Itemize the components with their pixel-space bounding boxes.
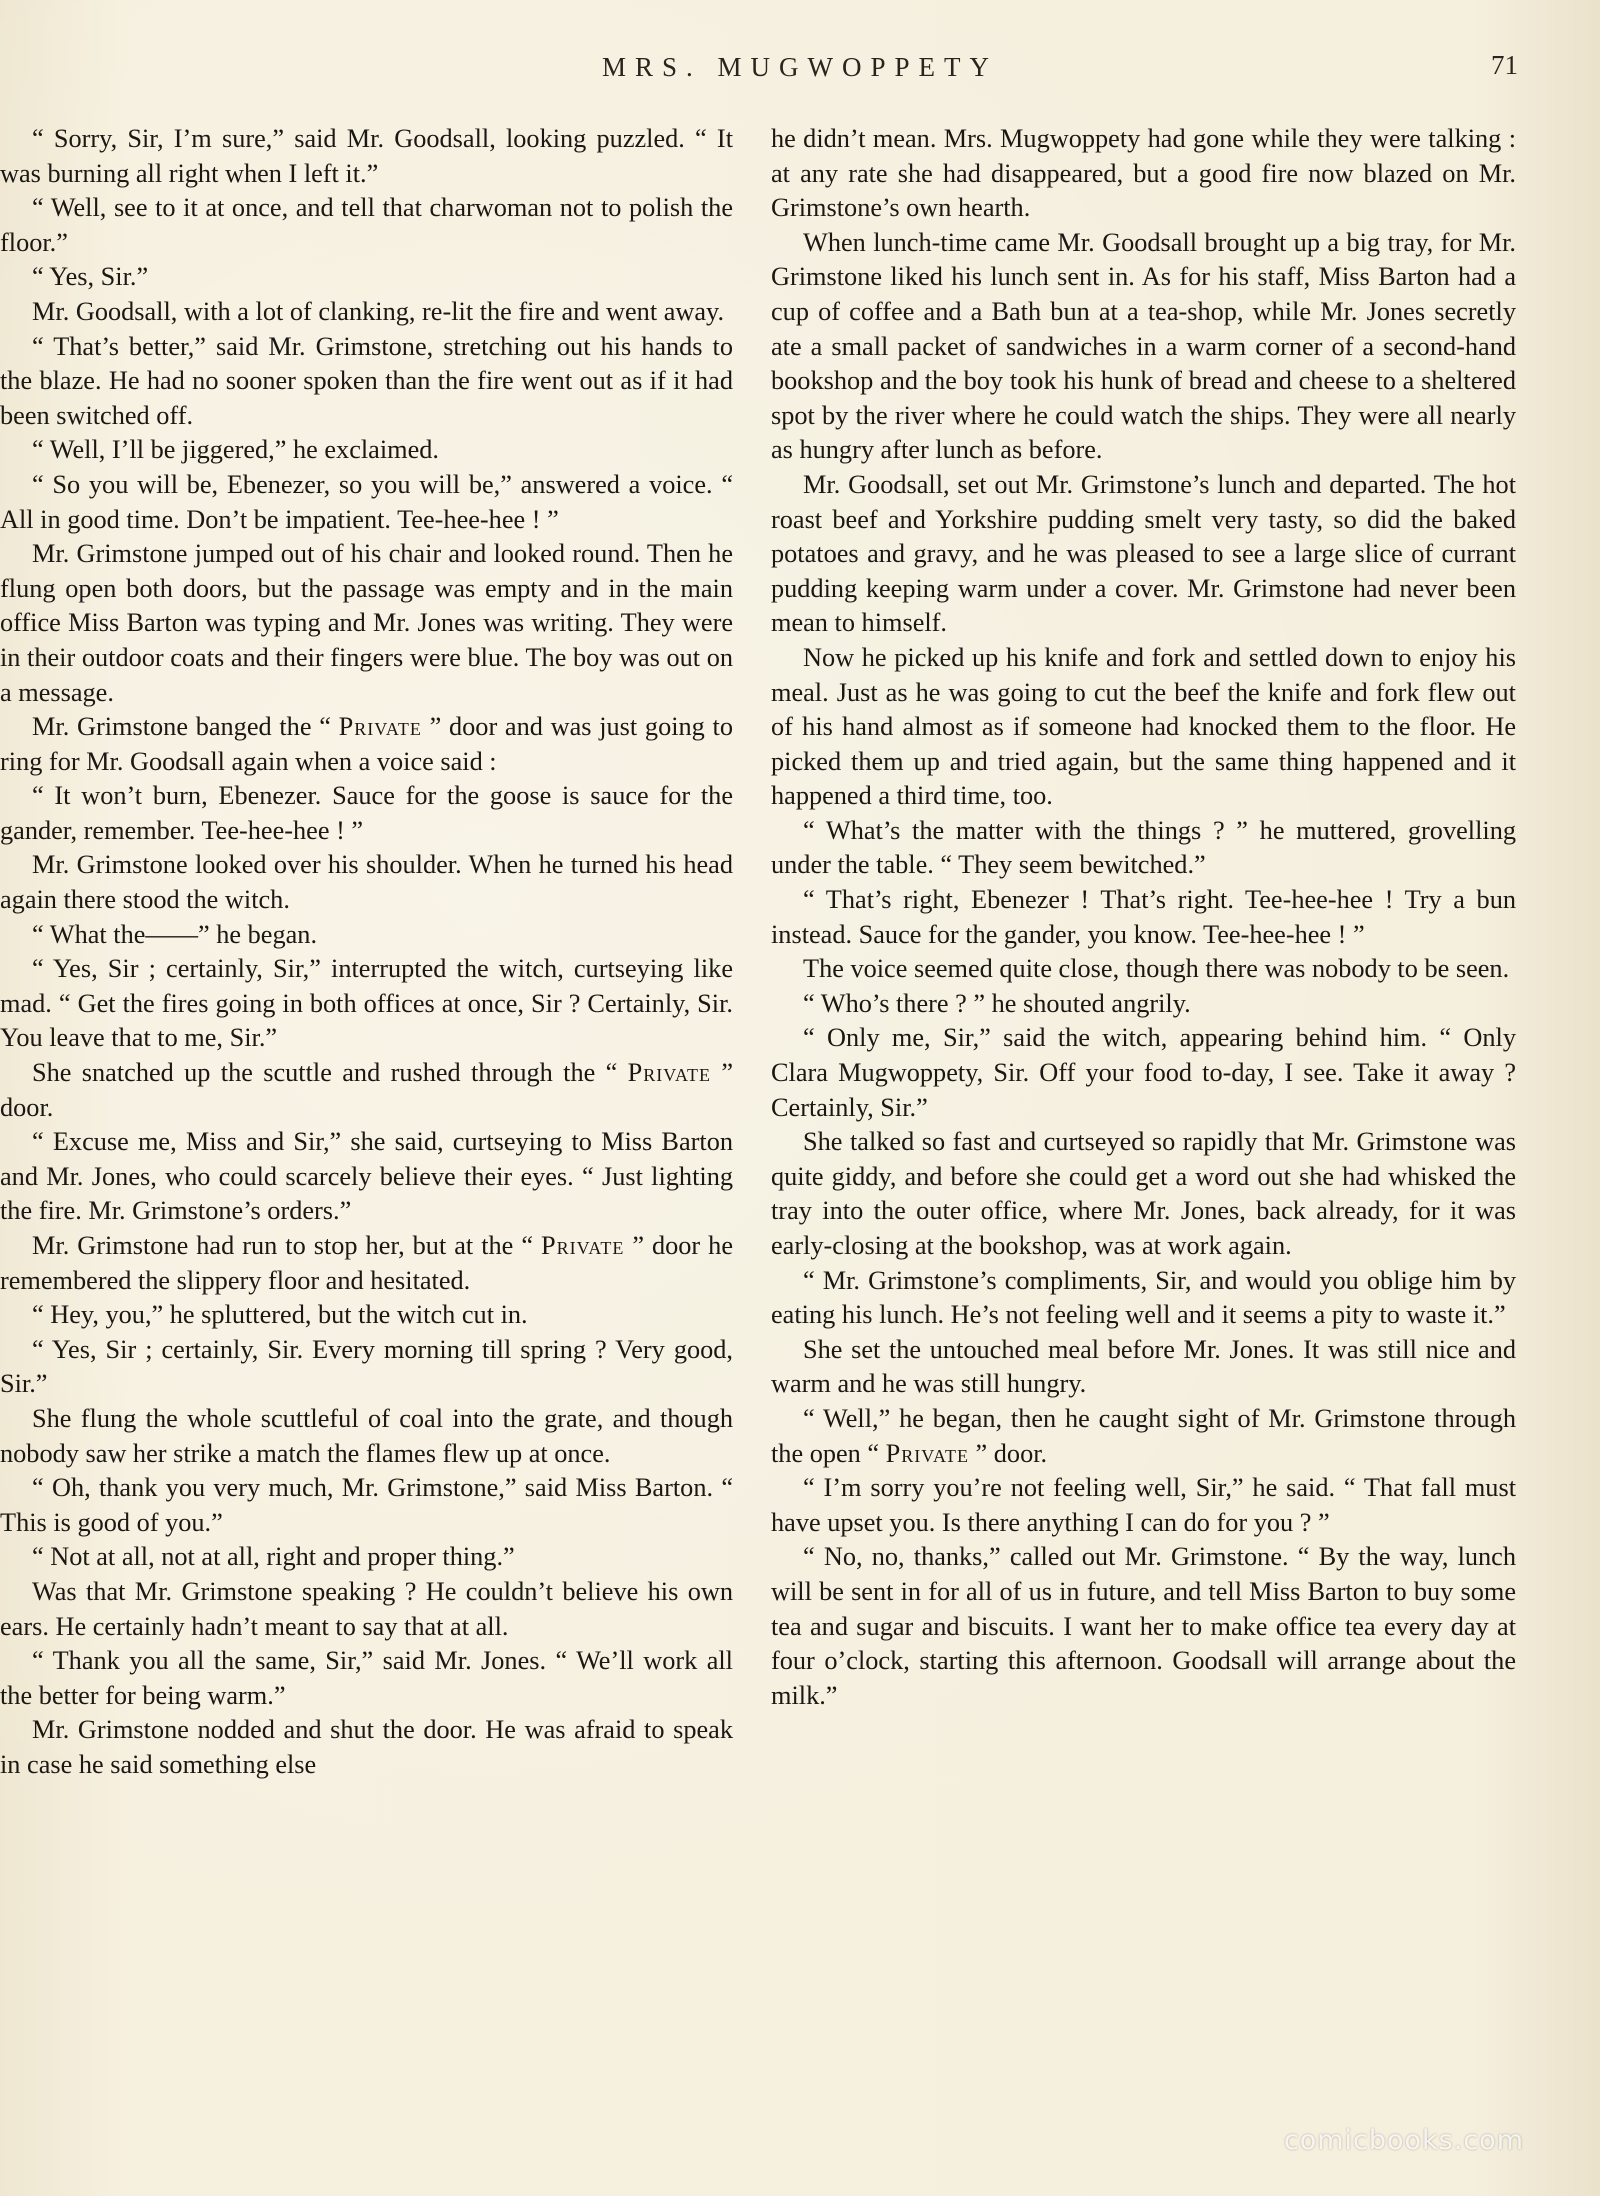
paragraph: When lunch-time came Mr. Goodsall brought up a big tray, for Mr. Grimstone liked his lunch sent in. As for his staff, Miss Barton had a cup of coffee and a Bath bun at a tea-shop, while Mr. Jones secretly ate a small packet of sandwiches in a warm corner of a second-hand bookshop and the boy took his hunk of bread and cheese to a sheltered spot by the river where he could watch the ships. They were all nearly as hungry after lunch as before.: [771, 227, 1516, 465]
paragraph: Mr. Grimstone had run to stop her, but at the “ Private ” door he remembered the slippery floor and hesitated.: [0, 1231, 734, 1295]
right-text-column: [771, 122, 1516, 1713]
paragraph: “ It won’t burn, Ebenezer. Sauce for the goose is sauce for the gander, remember. Tee-hee-hee ! ”: [0, 781, 733, 845]
paragraph: Mr. Goodsall, with a lot of clanking, re-lit the fire and went away.: [32, 296, 725, 326]
paragraph: “ Thank you all the same, Sir,” said Mr. Jones. “ We’ll work all the better for being warm.”: [0, 1646, 733, 1710]
paragraph: “ What the——” he began.: [32, 919, 318, 949]
paragraph: “ Who’s there ? ” he shouted angrily.: [803, 988, 1191, 1018]
paragraph: She talked so fast and curtseyed so rapidly that Mr. Grimstone was quite giddy, and before she could get a word out she had whisked the tray into the outer office, where Mr. Jones, back already, for it was early-closing at the bookshop, was at work again.: [771, 1127, 1516, 1260]
paragraph: “ Only me, Sir,” said the witch, appearing behind him. “ Only Clara Mugwoppety, Sir. Off your food to-day, I see. Take it away ? Certainly, Sir.”: [771, 1023, 1516, 1122]
paragraph: She snatched up the scuttle and rushed through the “ Private ” door.: [0, 1058, 734, 1122]
paragraph: “ Not at all, not at all, right and proper thing.”: [32, 1542, 515, 1572]
paragraph: She set the untouched meal before Mr. Jones. It was still nice and warm and he was still hungry.: [771, 1334, 1516, 1399]
paragraph-continued: he didn’t mean. Mrs. Mugwoppety had gone while they were talking : at any rate she had disappeared, but a good fire now blazed on Mr. Grimstone’s own hearth.: [771, 124, 1516, 223]
paragraph: Now he picked up his knife and fork and settled down to enjoy his meal. Just as he was going to cut the beef the knife and fork flew out of his hand almost as if someone had knocked them to the floor. He picked them up and tried again, but the same thing happened and it happened a third time, too.: [771, 642, 1516, 811]
paragraph: “ Well, see to it at once, and tell that charwoman not to polish the floor.”: [0, 193, 733, 257]
small-caps-word: Private: [627, 1058, 711, 1088]
small-caps-word: Private: [885, 1438, 969, 1468]
paragraph: Mr. Grimstone looked over his shoulder. When he turned his head again there stood the witch.: [0, 850, 733, 915]
paragraph: “ Yes, Sir.”: [32, 262, 149, 292]
paragraph: The voice seemed quite close, though there was nobody to be seen.: [803, 954, 1510, 984]
small-caps-word: Private: [541, 1231, 625, 1260]
paragraph: Mr. Grimstone jumped out of his chair and looked round. Then he flung open both doors, but the passage was empty and in the main office Miss Barton was typing and Mr. Jones was writing. They were in their outdoor coats and their fingers were blue. The boy was out on a message.: [0, 539, 733, 707]
paragraph: “ Yes, Sir ; certainly, Sir,” interrupted the witch, curtseying like mad. “ Get the fires going in both offices at once, Sir ? Certainly, Sir. You leave that to me, Sir.”: [0, 954, 733, 1053]
paragraph: “ Well, I’ll be jiggered,” he exclaimed.: [32, 435, 440, 465]
paragraph: “ What’s the matter with the things ? ” he muttered, grovelling under the table. “ They seem bewitched.”: [771, 815, 1516, 880]
page-number: 71: [1491, 50, 1518, 80]
paragraph: “ That’s right, Ebenezer ! That’s right. Tee-hee-hee ! Try a bun instead. Sauce for the gander, you know. Tee-hee-hee ! ”: [771, 885, 1516, 949]
paragraph: “ I’m sorry you’re not feeling well, Sir,” he said. “ That fall must have upset you. Is there anything I can do for you ? ”: [771, 1473, 1516, 1537]
site-watermark: comicbooks.com: [1283, 2125, 1524, 2156]
small-caps-word: Private: [338, 712, 422, 742]
paragraph: Mr. Grimstone banged the “ Private ” door and was just going to ring for Mr. Goodsall again when a voice said :: [0, 712, 733, 776]
paragraph: “ That’s better,” said Mr. Grimstone, stretching out his hands to the blaze. He had no sooner spoken than the fire went out as if it had been switched off.: [0, 331, 733, 430]
paragraph: “ Hey, you,” he spluttered, but the witch cut in.: [32, 1300, 528, 1330]
paragraph: “ No, no, thanks,” called out Mr. Grimstone. “ By the way, lunch will be sent in for all of us in future, and tell Miss Barton to buy some tea and sugar and biscuits. I want her to make office tea every day at four o’clock, starting this afternoon. Goodsall will arrange about the milk.”: [771, 1542, 1516, 1710]
paragraph: “ So you will be, Ebenezer, so you will be,” answered a voice. “ All in good time. Don’t be impatient. Tee-hee-hee ! ”: [0, 469, 733, 534]
paragraph: “ Mr. Grimstone’s compliments, Sir, and would you oblige him by eating his lunch. He’s not feeling well and it seems a pity to waste it.”: [771, 1265, 1516, 1330]
paragraph: Was that Mr. Grimstone speaking ? He couldn’t believe his own ears. He certainly hadn’t meant to say that at all.: [0, 1576, 733, 1641]
running-title: MRS. MUGWOPPETY: [601, 52, 999, 82]
left-text-column: [0, 122, 733, 1783]
paragraph: “ Sorry, Sir, I’m sure,” said Mr. Goodsall, looking puzzled. “ It was burning all right when I left it.”: [0, 124, 733, 188]
paragraph: “ Yes, Sir ; certainly, Sir. Every morning till spring ? Very good, Sir.”: [0, 1334, 733, 1399]
paragraph: Mr. Grimstone nodded and shut the door. He was afraid to speak in case he said something else: [0, 1715, 733, 1779]
paragraph: Mr. Goodsall, set out Mr. Grimstone’s lunch and departed. The hot roast beef and Yorkshire pudding smelt very tasty, so did the baked potatoes and gravy, and he was pleased to see a large slice of currant pudding keeping warm under a cover. Mr. Grimstone had never been mean to himself.: [771, 469, 1516, 638]
paragraph: She flung the whole scuttleful of coal into the grate, and though nobody saw her strike a match the flames flew up at once.: [0, 1403, 733, 1468]
paragraph: “ Well,” he began, then he caught sight of Mr. Grimstone through the open “ Private ” door.: [771, 1403, 1516, 1468]
paragraph: “ Excuse me, Miss and Sir,” she said, curtseying to Miss Barton and Mr. Jones, who could scarcely believe their eyes. “ Just lighting the fire. Mr. Grimstone’s orders.”: [0, 1127, 733, 1226]
paragraph: “ Oh, thank you very much, Mr. Grimstone,” said Miss Barton. “ This is good of you.”: [0, 1473, 733, 1537]
